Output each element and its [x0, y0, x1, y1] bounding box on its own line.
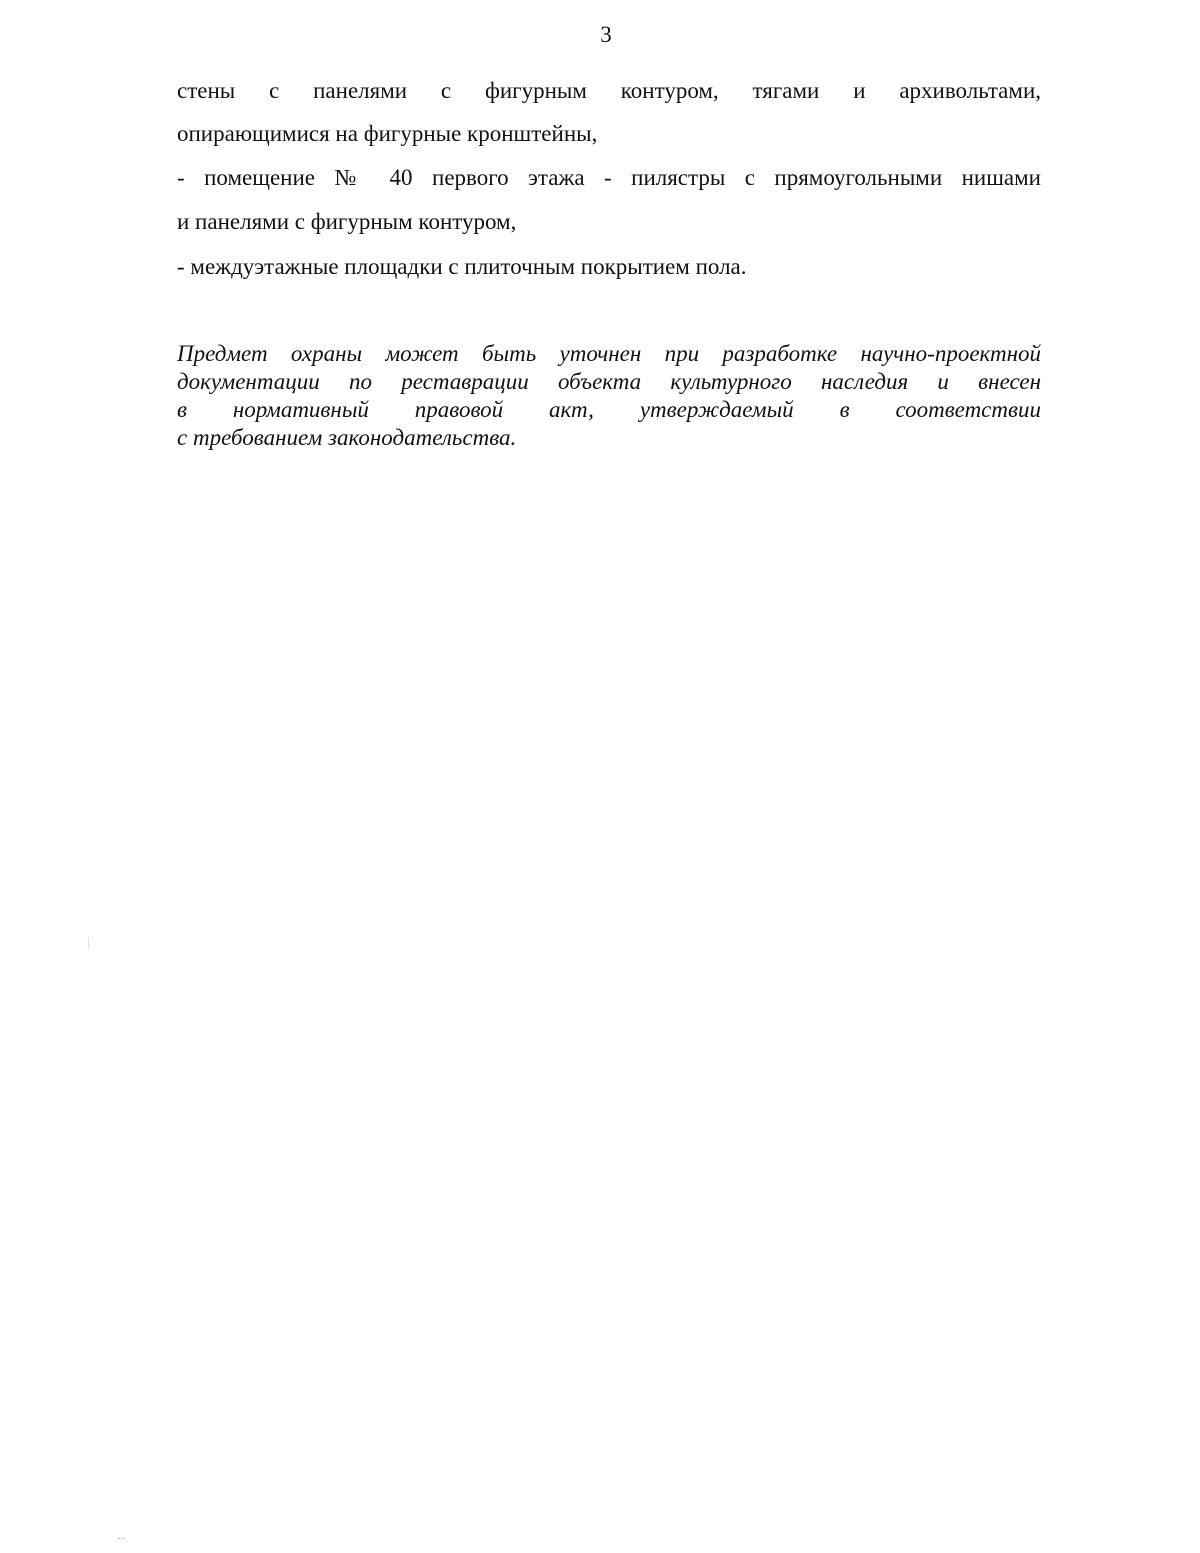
body-line: - помещение № 40 первого этажа - пилястры с прямоугольными нишами: [177, 165, 1041, 190]
scan-mark: [88, 937, 89, 949]
note-line: в нормативный правовой акт, утверждаемый в соответствии: [177, 397, 1041, 422]
note-line: документации по реставрации объекта культурного наследия и внесен: [177, 369, 1041, 394]
body-line: и панелями с фигурным контуром,: [177, 209, 517, 234]
scan-dots: [118, 1538, 124, 1541]
body-line: опирающимися на фигурные кронштейны,: [177, 121, 598, 146]
note-line: Предмет охраны может быть уточнен при разработке научно-проектной: [177, 341, 1041, 366]
body-line: - междуэтажные площадки с плиточным покрытием пола.: [177, 254, 747, 279]
page-number: 3: [600, 22, 612, 47]
body-line: стены с панелями с фигурным контуром, тягами и архивольтами,: [177, 78, 1041, 103]
note-line: с требованием законодательства.: [177, 425, 517, 450]
